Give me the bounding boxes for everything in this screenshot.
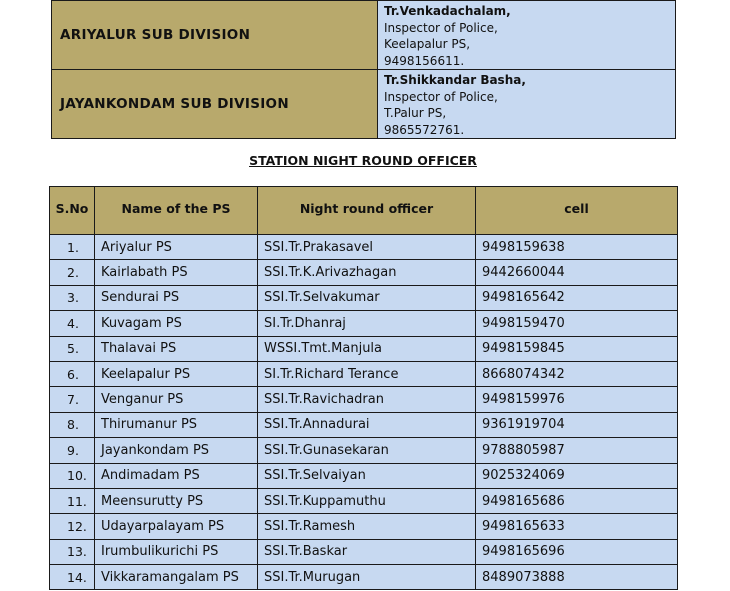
officer-designation: Inspector of Police, <box>384 20 498 35</box>
cell-officer: SI.Tr.Dhanraj <box>258 311 476 336</box>
cell-sno: 14. <box>50 565 95 590</box>
cell-officer: SSI.Tr.Kuppamuthu <box>258 488 476 513</box>
cell-officer: SSI.Tr.Gunasekaran <box>258 438 476 463</box>
cell-sno: 9. <box>50 438 95 463</box>
officer-station: T.Palur PS, <box>384 106 447 120</box>
table-row <box>50 361 678 386</box>
officer-name: Tr.Shikkandar Basha, <box>384 73 526 87</box>
cell-phone: 9498165696 <box>476 539 678 564</box>
subdivision-officer <box>378 1 676 70</box>
cell-officer: SSI.Tr.Baskar <box>258 539 476 564</box>
cell-sno: 2. <box>50 260 95 285</box>
header-officer: Night round officer <box>258 187 476 235</box>
table-row <box>50 514 678 539</box>
header-ps-name: Name of the PS <box>95 187 258 235</box>
cell-ps-name: Meensurutty PS <box>95 488 258 513</box>
cell-phone: 9361919704 <box>476 412 678 437</box>
table-row <box>50 336 678 361</box>
cell-officer: SSI.Tr.Selvaiyan <box>258 463 476 488</box>
cell-ps-name: Kairlabath PS <box>95 260 258 285</box>
cell-officer: SSI.Tr.Murugan <box>258 565 476 590</box>
cell-phone: 9498165633 <box>476 514 678 539</box>
table-row <box>50 260 678 285</box>
cell-sno: 4. <box>50 311 95 336</box>
cell-officer: SI.Tr.Richard Terance <box>258 361 476 386</box>
officer-station: Keelapalur PS, <box>384 37 471 51</box>
station-night-round-table <box>49 186 678 590</box>
cell-sno: 12. <box>50 514 95 539</box>
cell-officer: WSSI.Tmt.Manjula <box>258 336 476 361</box>
cell-phone: 9498159638 <box>476 235 678 260</box>
cell-ps-name: Sendurai PS <box>95 285 258 310</box>
cell-phone: 9498165686 <box>476 488 678 513</box>
subdivision-name: ARIYALUR SUB DIVISION <box>52 1 378 70</box>
cell-ps-name: Udayarpalayam PS <box>95 514 258 539</box>
cell-phone: 9025324069 <box>476 463 678 488</box>
officer-name: Tr.Venkadachalam, <box>384 4 511 18</box>
cell-phone: 9498165642 <box>476 285 678 310</box>
table-row <box>50 438 678 463</box>
officer-phone: 9498156611. <box>384 53 465 68</box>
table-header-row <box>50 187 678 235</box>
cell-sno: 8. <box>50 412 95 437</box>
cell-sno: 7. <box>50 387 95 412</box>
cell-ps-name: Irumbulikurichi PS <box>95 539 258 564</box>
table-row <box>50 235 678 260</box>
cell-ps-name: Thalavai PS <box>95 336 258 361</box>
cell-sno: 11. <box>50 488 95 513</box>
cell-phone: 9442660044 <box>476 260 678 285</box>
cell-ps-name: Ariyalur PS <box>95 235 258 260</box>
subdivision-table <box>51 0 676 139</box>
cell-phone: 9788805987 <box>476 438 678 463</box>
cell-officer: SSI.Tr.Selvakumar <box>258 285 476 310</box>
cell-phone: 9498159845 <box>476 336 678 361</box>
cell-phone: 8668074342 <box>476 361 678 386</box>
table-row <box>50 412 678 437</box>
cell-sno: 10. <box>50 463 95 488</box>
cell-ps-name: Venganur PS <box>95 387 258 412</box>
subdivision-officer <box>378 70 676 139</box>
cell-phone: 9498159976 <box>476 387 678 412</box>
header-sno: S.No <box>50 187 95 235</box>
subdivision-row <box>52 70 676 139</box>
officer-designation: Inspector of Police, <box>384 89 498 104</box>
cell-officer: SSI.Tr.Ramesh <box>258 514 476 539</box>
cell-ps-name: Jayankondam PS <box>95 438 258 463</box>
subdivision-row <box>52 1 676 70</box>
officer-phone: 9865572761. <box>384 122 465 137</box>
cell-officer: SSI.Tr.Prakasavel <box>258 235 476 260</box>
section-heading: STATION NIGHT ROUND OFFICER <box>249 153 477 168</box>
table-row <box>50 463 678 488</box>
subdivision-name: JAYANKONDAM SUB DIVISION <box>52 70 378 139</box>
cell-officer: SSI.Tr.K.Arivazhagan <box>258 260 476 285</box>
cell-sno: 1. <box>50 235 95 260</box>
table-row <box>50 565 678 590</box>
table-row <box>50 539 678 564</box>
cell-officer: SSI.Tr.Annadurai <box>258 412 476 437</box>
table-row <box>50 285 678 310</box>
cell-ps-name: Andimadam PS <box>95 463 258 488</box>
header-cell: cell <box>476 187 678 235</box>
cell-sno: 13. <box>50 539 95 564</box>
cell-sno: 5. <box>50 336 95 361</box>
cell-phone: 8489073888 <box>476 565 678 590</box>
cell-sno: 3. <box>50 285 95 310</box>
cell-sno: 6. <box>50 361 95 386</box>
cell-ps-name: Vikkaramangalam PS <box>95 565 258 590</box>
table-row <box>50 387 678 412</box>
table-row <box>50 488 678 513</box>
table-row <box>50 311 678 336</box>
cell-ps-name: Keelapalur PS <box>95 361 258 386</box>
cell-officer: SSI.Tr.Ravichadran <box>258 387 476 412</box>
cell-ps-name: Thirumanur PS <box>95 412 258 437</box>
cell-phone: 9498159470 <box>476 311 678 336</box>
cell-ps-name: Kuvagam PS <box>95 311 258 336</box>
